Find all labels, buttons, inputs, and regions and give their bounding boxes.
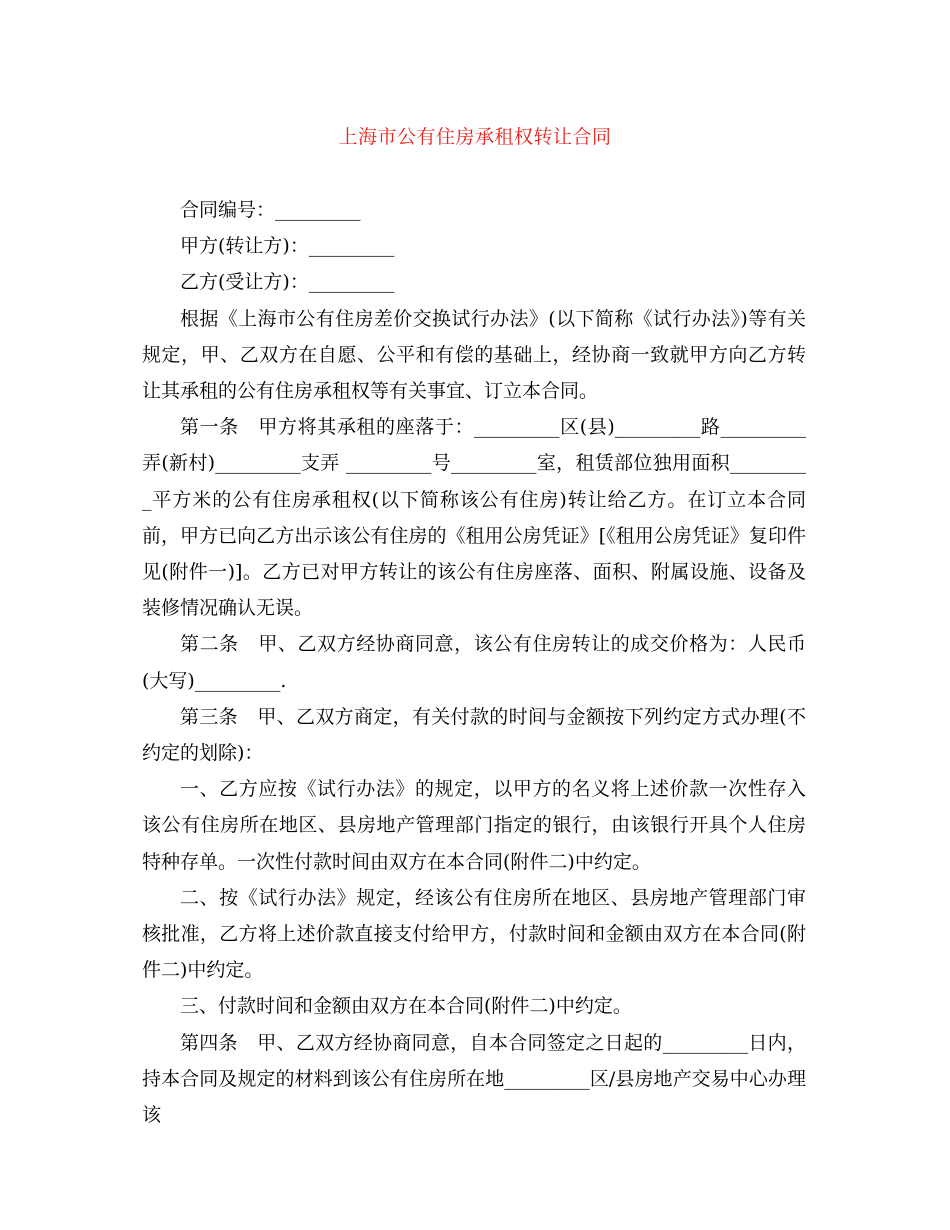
party-b-line: 乙方(受让方)：_________	[180, 271, 395, 294]
document-body	[142, 192, 806, 1133]
article-1-paragraph: 第一条 甲方将其承租的座落于：_________区(县)_________路_________弄(新村)_________支弄 _________号_________室，租赁部位独用面积_________平方米的公有住房承租权(以下简称该公有住房)转让给乙方。在订立本合同前，甲方已向乙方出示该公有住房的《租用公房凭证》[《租用公房凭证》复印件见(附件一)]。乙方已对甲方转让的该公有住房座落、面积、附属设施、设备及装修情况确认无误。	[142, 416, 806, 620]
article-3-item-3: 三、付款时间和金额由双方在本合同(附件二)中约定。	[180, 995, 632, 1018]
article-2-paragraph: 第二条 甲、乙双方经协商同意，该公有住房转让的成交价格为：人民币(大写)_________.	[142, 633, 806, 692]
contract-number-line: 合同编号：_________	[180, 199, 361, 221]
document-title: 上海市公有住房承租权转让合同	[338, 126, 612, 148]
article-3-item-1: 一、乙方应按《试行办法》的规定，以甲方的名义将上述价款一次性存入该公有住房所在地区、县房地产管理部门指定的银行，由该银行开具个人住房特种存单。一次性付款时间由双方在本合同(附件二)中约定。	[142, 778, 806, 873]
preamble-paragraph: 根据《上海市公有住房差价交换试行办法》(以下简称《试行办法》)等有关规定，甲、乙双方在自愿、公平和有偿的基础上，经协商一致就甲方向乙方转让其承租的公有住房承租权等有关事宜、订立本合同。	[142, 307, 806, 403]
article-3-item-2: 二、按《试行办法》规定，经该公有住房所在地区、县房地产管理部门审核批准，乙方将上述价款直接支付给甲方，付款时间和金额由双方在本合同(附件二)中约定。	[142, 886, 806, 982]
article-4-paragraph: 第四条 甲、乙双方经协商同意，自本合同签定之日起的_________日内，持本合同及规定的材料到该公有住房所在地_________区/县房地产交易中心办理该	[142, 1031, 806, 1127]
party-a-line: 甲方(转让方)：_________	[180, 235, 395, 258]
article-3-paragraph: 第三条 甲、乙双方商定，有关付款的时间与金额按下列约定方式办理(不约定的划除)：	[142, 705, 806, 765]
